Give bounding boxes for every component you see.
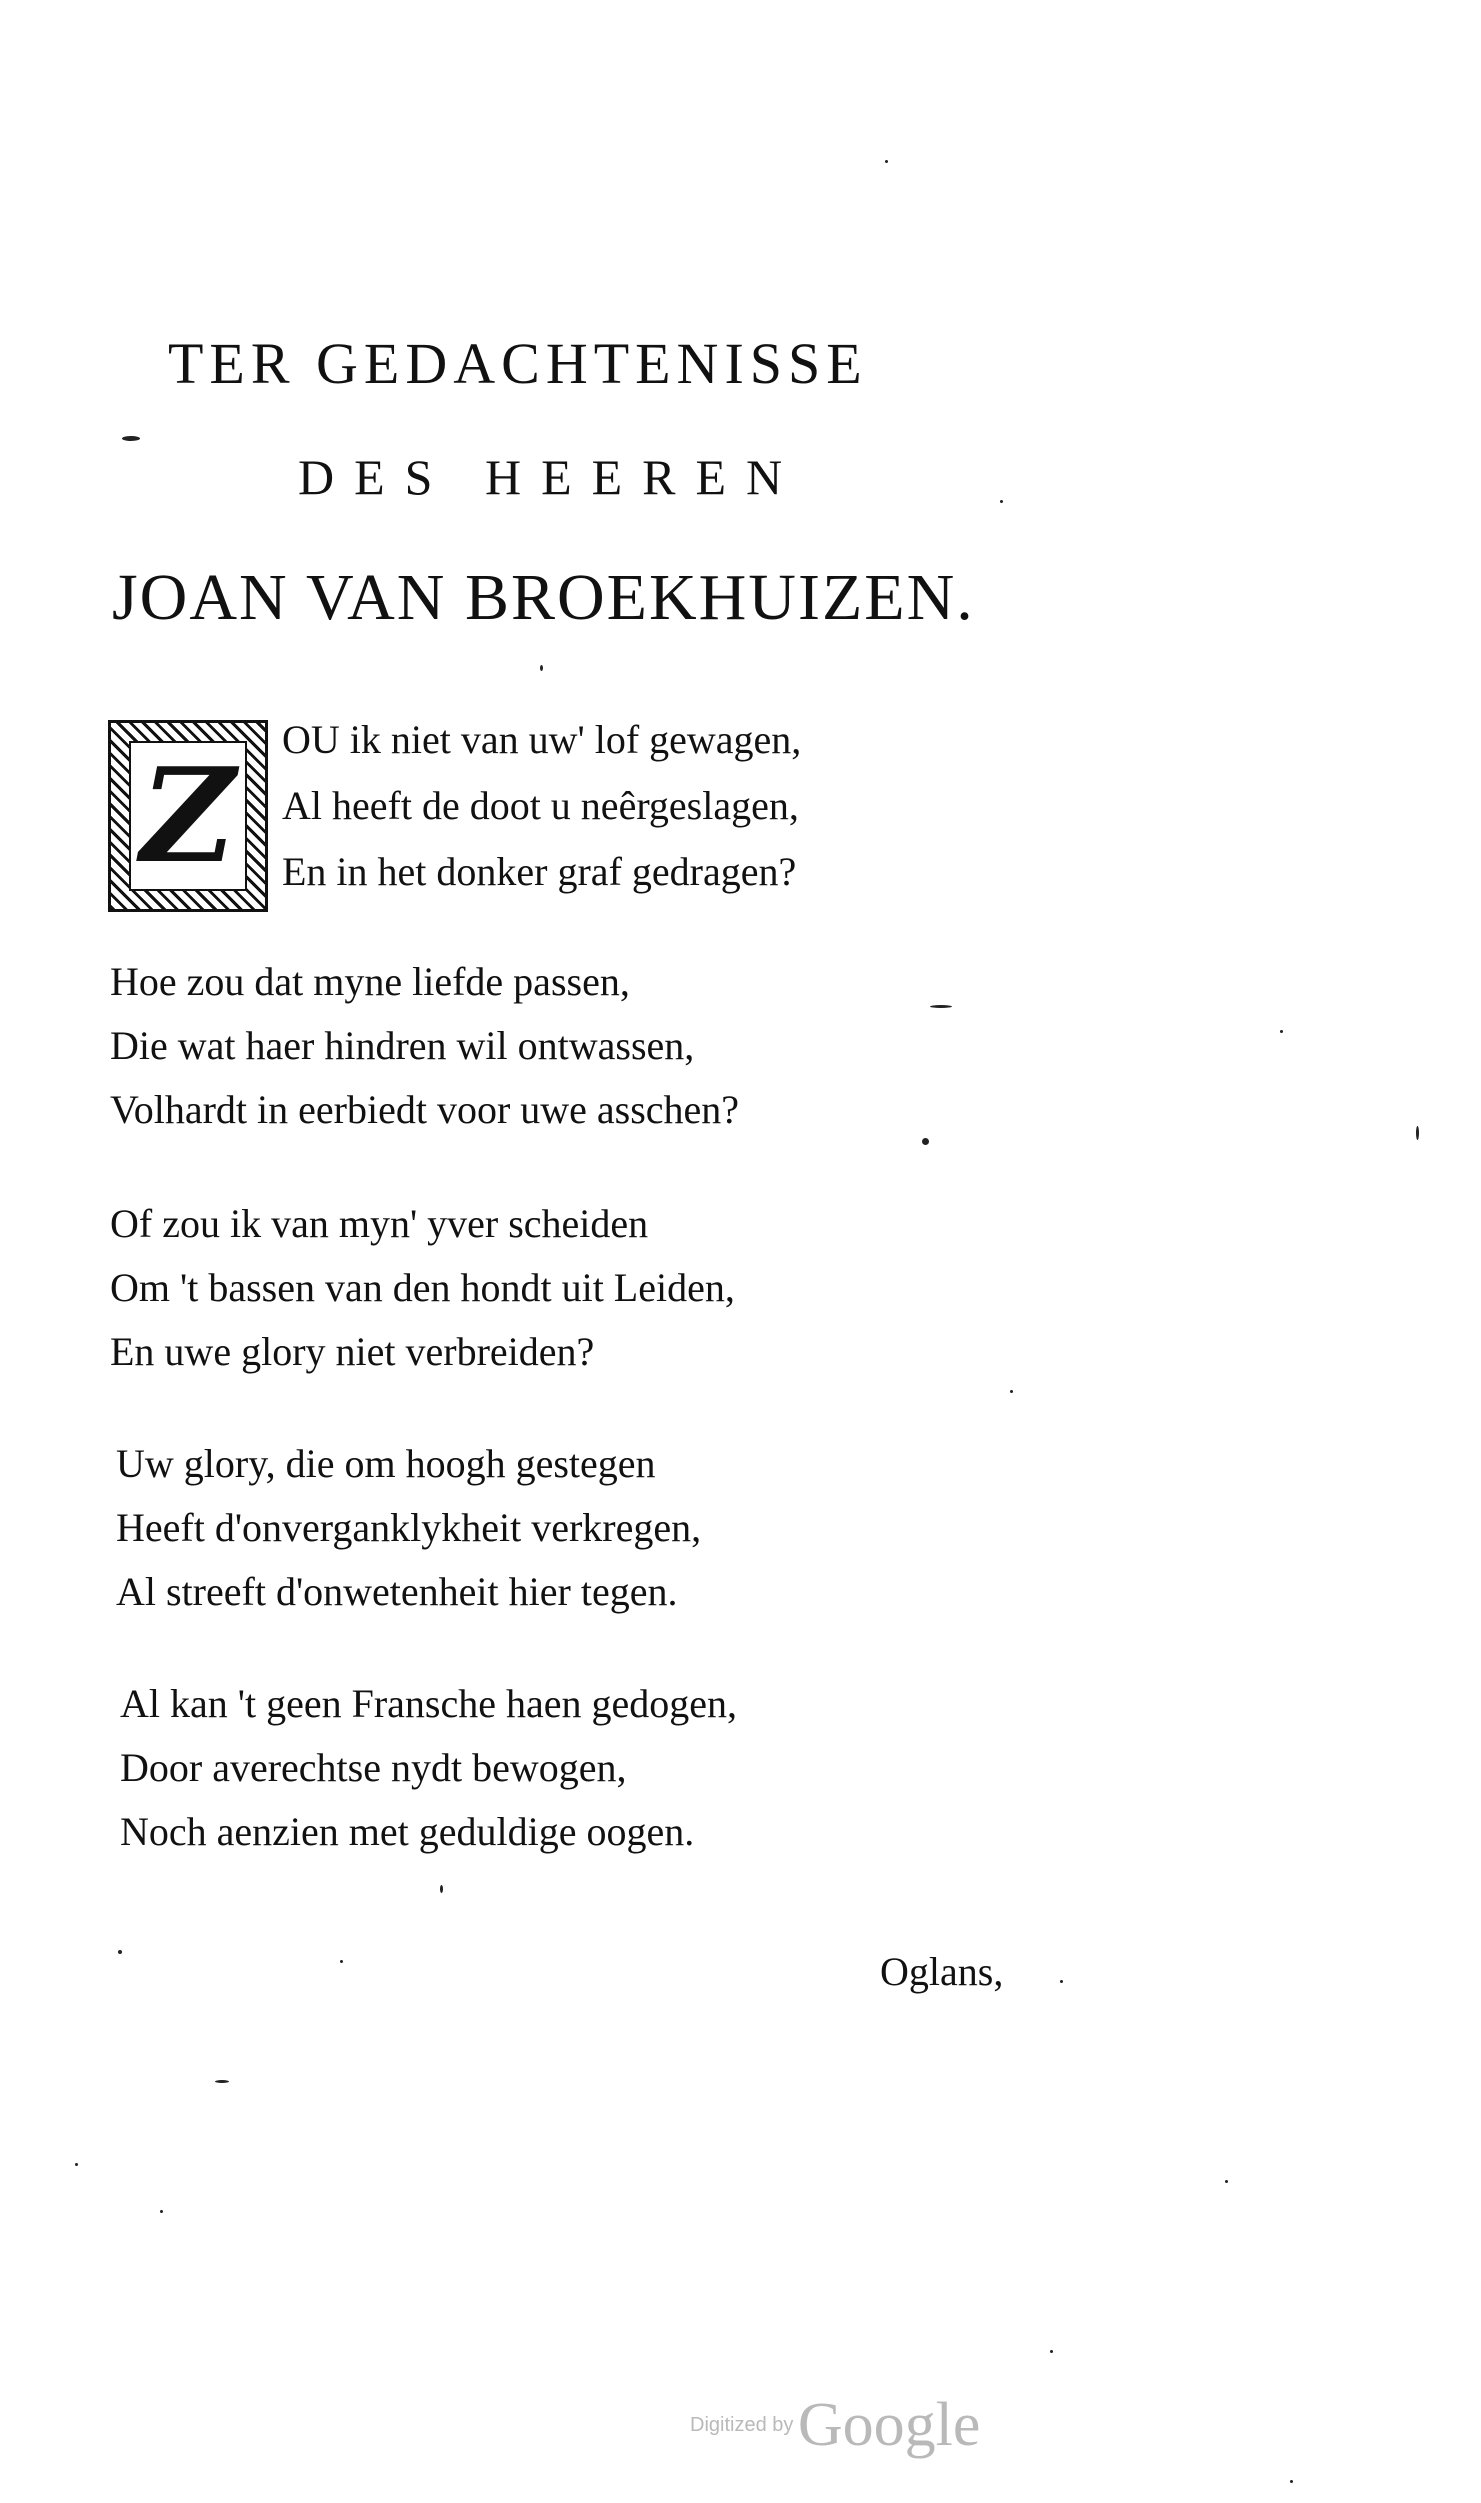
title-line-3: JOAN VAN BROEKHUIZEN. bbox=[112, 561, 975, 634]
scan-speck bbox=[1416, 1126, 1419, 1140]
stanza-5 bbox=[120, 1672, 737, 1864]
verse-line: Uw glory, die om hoogh gestegen bbox=[116, 1441, 656, 1486]
scan-speck bbox=[340, 1960, 343, 1963]
scan-speck bbox=[1060, 1980, 1063, 1983]
scan-speck bbox=[75, 2163, 78, 2166]
verse-line: Of zou ik van myn' yver scheiden bbox=[110, 1201, 649, 1246]
verse-line: En in het donker graf gedragen? bbox=[282, 849, 797, 894]
verse-line: OU ik niet van uw' lof gewagen, bbox=[282, 717, 802, 762]
scan-speck bbox=[540, 665, 543, 671]
scan-speck bbox=[122, 436, 140, 441]
verse-line: Heeft d'onverganklykheit verkregen, bbox=[116, 1505, 702, 1550]
scan-speck bbox=[1050, 2350, 1053, 2353]
initial-frame bbox=[129, 741, 247, 891]
verse-line: Al streeft d'onwetenheit hier tegen. bbox=[116, 1569, 678, 1614]
verse-line: Die wat haer hindren wil ontwassen, bbox=[110, 1023, 695, 1068]
scan-speck bbox=[215, 2080, 229, 2083]
scan-speck bbox=[922, 1138, 929, 1145]
catchword: Oglans, bbox=[880, 1949, 1004, 1994]
verse-line: En uwe glory niet verbreiden? bbox=[110, 1329, 595, 1374]
stanza-1 bbox=[282, 708, 801, 906]
title-line-1: TER GEDACHTENISSE bbox=[168, 331, 868, 396]
verse-line: Al kan 't geen Fransche haen gedogen, bbox=[120, 1681, 737, 1726]
watermark-prefix: Digitized by bbox=[690, 2414, 794, 2436]
verse-line: Hoe zou dat myne liefde passen, bbox=[110, 959, 630, 1004]
scan-speck bbox=[1225, 2180, 1228, 2183]
stanza-4 bbox=[116, 1432, 701, 1624]
digitization-watermark bbox=[690, 2390, 980, 2461]
scan-speck bbox=[440, 1885, 443, 1893]
title-line-2: DES HEEREN bbox=[298, 449, 803, 505]
verse-line: Om 't bassen van den hondt uit Leiden, bbox=[110, 1265, 735, 1310]
stanza-2 bbox=[110, 950, 739, 1142]
stanza-3 bbox=[110, 1192, 735, 1384]
scan-speck bbox=[1280, 1030, 1283, 1033]
initial-letter: Z bbox=[140, 739, 236, 892]
verse-line: Door averechtse nydt bewogen, bbox=[120, 1745, 627, 1790]
scan-speck bbox=[885, 160, 888, 163]
scan-speck bbox=[1290, 2480, 1293, 2483]
scan-speck bbox=[1010, 1390, 1013, 1393]
verse-line: Al heeft de doot u neêrgeslagen, bbox=[282, 783, 799, 828]
verse-line: Noch aenzien met geduldige oogen. bbox=[120, 1809, 695, 1854]
decorated-initial bbox=[108, 720, 268, 912]
scan-speck bbox=[160, 2210, 163, 2213]
verse-line: Volhardt in eerbiedt voor uwe asschen? bbox=[110, 1087, 740, 1132]
scan-speck bbox=[118, 1950, 122, 1954]
scan-speck bbox=[1000, 500, 1003, 503]
scan-speck bbox=[930, 1005, 952, 1008]
watermark-brand: Google bbox=[797, 2391, 981, 2459]
